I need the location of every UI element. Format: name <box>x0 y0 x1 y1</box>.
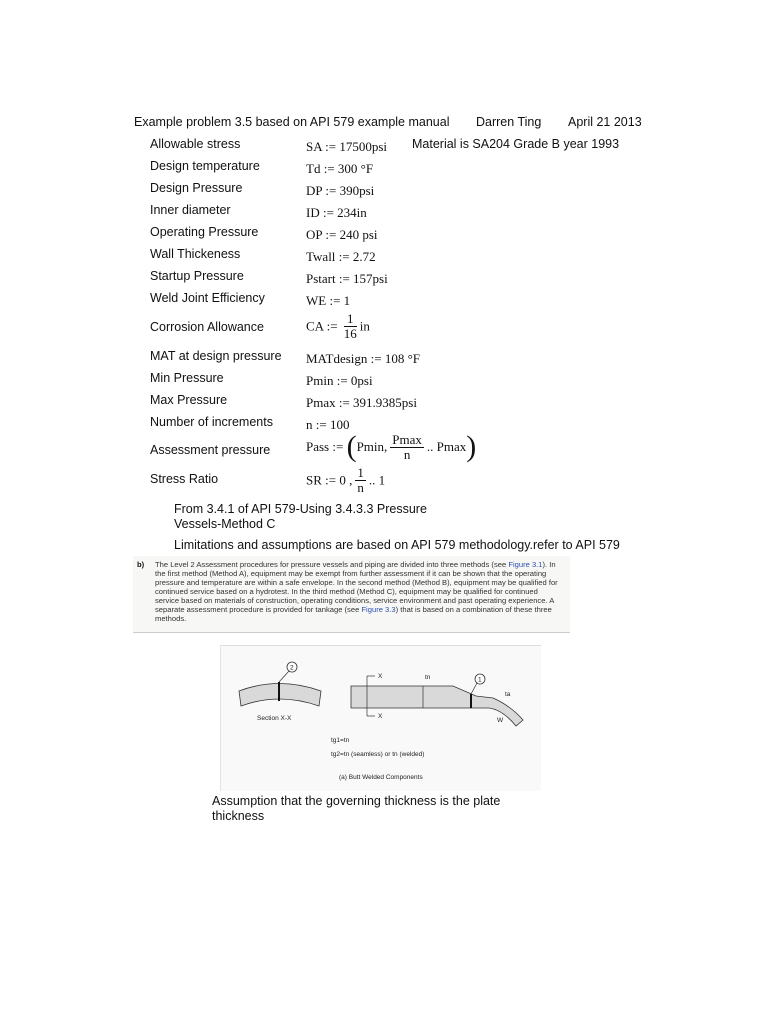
stress-ratio-lhs: SR := <box>306 472 337 488</box>
expr-assessment-pressure <box>306 432 476 462</box>
assumption-line2: thickness <box>212 809 265 823</box>
label-assessment-pressure: Assessment pressure <box>150 443 271 457</box>
from-note-line1: From 3.4.1 of API 579-Using 3.4.3.3 Pressure <box>174 502 427 516</box>
assessment-lhs: Pass := <box>306 439 344 454</box>
expr-stress-ratio <box>306 466 385 495</box>
excerpt-part1: The Level 2 Assessment procedures for pressure vessels and piping are divided into three methods (see <box>155 560 509 569</box>
expr-number-of-increments: n := 100 <box>306 417 350 432</box>
marker1-label: 1 <box>478 676 482 684</box>
corrosion-fraction <box>344 312 357 341</box>
corrosion-denominator: 16 <box>343 326 357 341</box>
expr-corrosion-allowance <box>306 312 370 341</box>
stress-ratio-denominator: n <box>357 480 364 495</box>
label-number-of-increments: Number of increments <box>150 415 273 429</box>
marker2-label: 2 <box>290 664 294 672</box>
author-name: Darren Ting <box>476 115 542 129</box>
x-bottom-label: X <box>378 713 383 720</box>
label-weld-joint-efficiency: Weld Joint Efficiency <box>150 291 265 305</box>
butt-weld-diagram <box>221 646 541 791</box>
expr-min-pressure: Pmin := 0psi <box>306 373 373 388</box>
excerpt-part2: ). In the first method (Method A), equipment may be exempt from further assessment if it can be shown that the operating pressure and temperature are within a safe envelope. In the second method (Method B), equipment may be qualified for continued service based on a hydrotest. In the third method (Method C), equipment may be qualified for continued service based on materials of construction, operating conditions, service environment and past operating experience. A separate assessment procedure is provided for tankage (see <box>155 560 558 614</box>
expr-design-temperature: Td := 300 °F <box>306 161 374 176</box>
butt-weld-figure <box>220 645 541 791</box>
expr-mat-design-pressure: MATdesign := 108 °F <box>306 351 421 366</box>
w-label: W <box>497 717 504 724</box>
expr-wall-thickness: Twall := 2.72 <box>306 249 376 264</box>
assessment-tail: .. Pmax <box>426 439 467 454</box>
assessment-open-paren: ( <box>346 430 357 463</box>
expr-max-pressure: Pmax := 391.9385psi <box>306 395 417 410</box>
x-top-label: X <box>378 673 383 680</box>
label-max-pressure: Max Pressure <box>150 393 228 407</box>
label-corrosion-allowance: Corrosion Allowance <box>150 320 264 334</box>
expr-weld-joint-efficiency: WE := 1 <box>306 293 351 308</box>
corrosion-unit: in <box>359 318 370 334</box>
document-date: April 21 2013 <box>568 115 642 129</box>
label-mat-design-pressure: MAT at design pressure <box>150 349 282 363</box>
label-stress-ratio: Stress Ratio <box>150 472 219 486</box>
assessment-fraction <box>390 433 424 462</box>
excerpt-link-figure-3-3: Figure 3.3 <box>361 605 396 614</box>
material-note: Material is SA204 Grade B year 1993 <box>412 137 620 151</box>
excerpt-link-figure-3-1: Figure 3.1 <box>508 560 543 569</box>
from-note-line2: Vessels-Method C <box>174 517 276 531</box>
label-wall-thickness: Wall Thickeness <box>150 247 241 261</box>
stress-ratio-fraction <box>355 466 366 495</box>
stress-ratio-first: 0 , <box>339 472 353 488</box>
limitations-note: Limitations and assumptions are based on API 579 methodology.refer to API 579 <box>174 538 620 552</box>
tn-label: tn <box>425 674 431 681</box>
stress-ratio-numerator: 1 <box>357 465 364 480</box>
section-label: Section X-X <box>257 715 292 722</box>
label-startup-pressure: Startup Pressure <box>150 269 244 283</box>
excerpt-text <box>155 560 560 623</box>
expr-design-pressure: DP := 390psi <box>306 183 375 198</box>
equation-tg1: tg1=tn <box>331 737 350 744</box>
label-inner-diameter: Inner diameter <box>150 203 231 217</box>
marker1-leader <box>471 683 477 694</box>
label-allowable-stress: Allowable stress <box>150 137 241 151</box>
assessment-numerator: Pmax <box>392 431 422 447</box>
equation-tg2: tg2=tn (seamless) or tn (welded) <box>331 751 425 758</box>
figure-caption: (a) Butt Welded Components <box>339 774 423 781</box>
corrosion-lhs: CA := <box>306 318 338 334</box>
api-excerpt-box <box>133 556 570 633</box>
assessment-denominator: n <box>403 446 411 462</box>
expr-startup-pressure: Pstart := 157psi <box>306 271 388 286</box>
expr-inner-diameter: ID := 234in <box>306 205 367 220</box>
ta-label: ta <box>505 691 511 698</box>
excerpt-part3: ) that is based on a combination of these three methods. <box>155 605 552 623</box>
expr-allowable-stress: SA := 17500psi <box>306 139 388 154</box>
assessment-close-paren: ) <box>466 430 477 463</box>
document-title: Example problem 3.5 based on API 579 example manual <box>134 115 450 129</box>
stress-ratio-tail: .. 1 <box>368 472 386 488</box>
assumption-line1: Assumption that the governing thickness is the plate <box>212 794 501 808</box>
excerpt-tag: b) <box>137 560 145 569</box>
label-min-pressure: Min Pressure <box>150 371 224 385</box>
label-design-temperature: Design temperature <box>150 159 260 173</box>
assessment-first: Pmin, <box>356 439 388 454</box>
marker2-leader <box>279 671 289 682</box>
label-design-pressure: Design Pressure <box>150 181 243 195</box>
label-operating-pressure: Operating Pressure <box>150 225 259 239</box>
corrosion-numerator: 1 <box>344 312 357 327</box>
expr-operating-pressure: OP := 240 psi <box>306 227 378 242</box>
